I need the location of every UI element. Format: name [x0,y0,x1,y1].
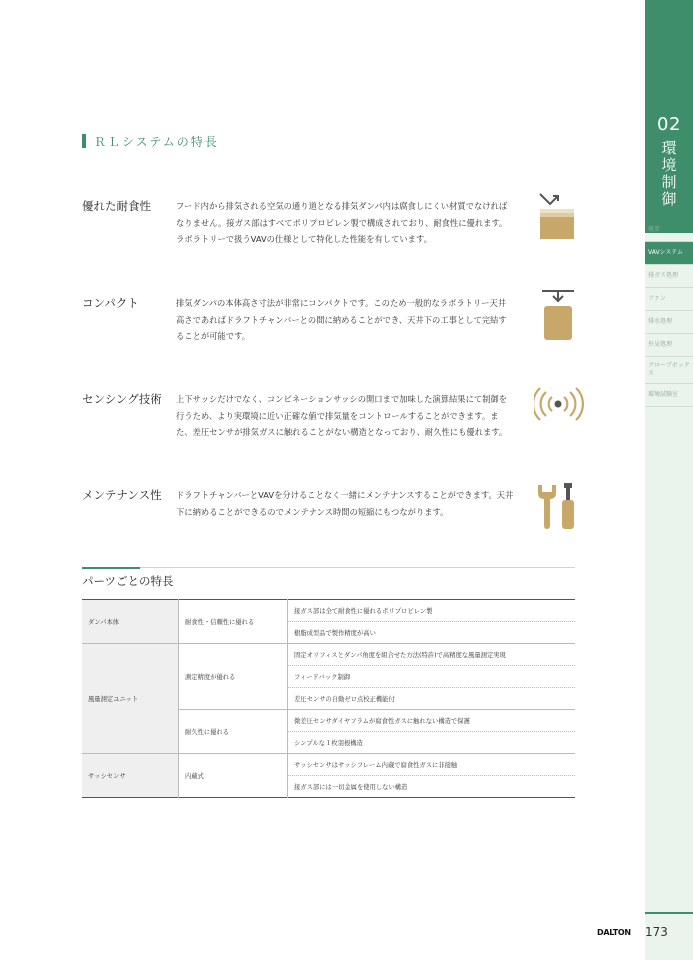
part-feature: 内蔵式 [179,754,288,798]
sidebar-item-outdoor-air[interactable]: 外気処理 [645,334,693,357]
parts-table [82,599,575,798]
part-name-damper: ダンパ本体 [82,600,179,644]
sidebar-item-exhaust-gas[interactable]: 排ガス処理 [645,265,693,288]
feature-description: 排気ダンパの本体高さ寸法が非常にコンパクトです。このため一般的なラボラトリー天井高さであればドラフトチャンバーとの間に納めることができ、天井下の工事として完結することが可能です。 [176,298,507,341]
part-feature: 耐食性・信頼性に優れる [179,600,288,644]
part-detail: シンプルな１枚羽根構造 [288,732,576,754]
sidebar-item-overview[interactable]: 概要 [645,219,693,242]
part-detail: 接ガス部には一切金属を使用しない構造 [288,776,576,798]
chapter-title: 環 境 制 御 [661,139,677,208]
feature-description: フード内から排気される空気の通り道となる排気ダンパ内は腐食しにくい材質でなければなりません。接ガス部はすべてポリプロピレン製で構成されており、耐食性に優れます。ラボラトリーで扱うVAVの仕様として特化した性能を有しています。 [176,201,508,244]
sidebar-bottom-bar [645,912,693,914]
part-feature: 耐久性に優れる [179,710,288,754]
section-heading-text: ＲＬシステムの特長 [94,134,219,149]
part-name-sash-sensor: サッシセンサ [82,754,179,798]
maintenance-tools-icon [534,481,584,537]
part-detail: 微差圧センサダイヤフラムが腐食性ガスに触れない構造で保護 [288,710,576,732]
part-detail: 樹脂成型品で製作精度が高い [288,622,576,644]
feature-description: 上下サッシだけでなく、コンビネーションサッシの開口まで加味した演算結果にて制御を行うため、より実環境に近い正確な値で排気量をコントロールすることができます。また、差圧センサが排気ガスに触れることがない構造となっており、耐久性にも優れます。 [176,394,508,437]
part-detail: 接ガス部は全て耐食性に優れるポリプロピレン製 [288,600,576,622]
feature-title: センシング技術 [82,392,162,406]
table-row [82,644,575,666]
part-feature: 測定精度が優れる [179,644,288,710]
part-detail: サッシセンサはサッシフレーム内蔵で腐食性ガスに非接触 [288,754,576,776]
chapter-number: 02 [657,114,681,135]
chapter-header [645,0,693,233]
sensing-icon [534,385,584,441]
section-heading-marker [82,134,86,148]
sidebar-item-fan[interactable]: ファン [645,288,693,311]
feature-description: ドラフトチャンバーとVAVを分けることなく一緒にメンテナンスすることができます。天井下に納めることができるのでメンテナンス時間の短縮にもつながります。 [176,490,514,517]
sidebar-item-glovebox[interactable]: グローブボックス [645,357,693,384]
part-detail: フィードバック制御 [288,666,576,688]
page-number: 173 [645,925,668,939]
sidebar-item-drainage[interactable]: 排水処理 [645,311,693,334]
part-detail: 固定オリフィスとダンパ角度を組合せた方法(特許)で高精度な風量測定実現 [288,644,576,666]
feature-title: メンテナンス性 [82,488,162,502]
parts-heading-text: パーツごとの特長 [82,574,174,588]
sidebar-item-test-chamber[interactable]: 環境試験室 [645,384,693,407]
dalton-logo: DALTON [597,928,631,937]
sidebar-item-vav-system[interactable]: VAVシステム [645,242,693,265]
part-name-flow-unit: 風量測定ユニット [82,644,179,754]
feature-title: コンパクト [82,296,139,310]
feature-title: 優れた耐食性 [82,199,151,213]
compact-icon [534,289,584,345]
section-heading [82,134,219,148]
table-row [82,754,575,776]
chapter-menu [645,219,693,407]
corrosion-resistance-icon [534,192,584,248]
part-detail: 差圧センサの自動ゼロ点校正機能付 [288,688,576,710]
parts-heading [82,567,575,594]
table-row [82,600,575,622]
chapter-sidebar [645,0,693,960]
parts-heading-accent [82,567,140,569]
